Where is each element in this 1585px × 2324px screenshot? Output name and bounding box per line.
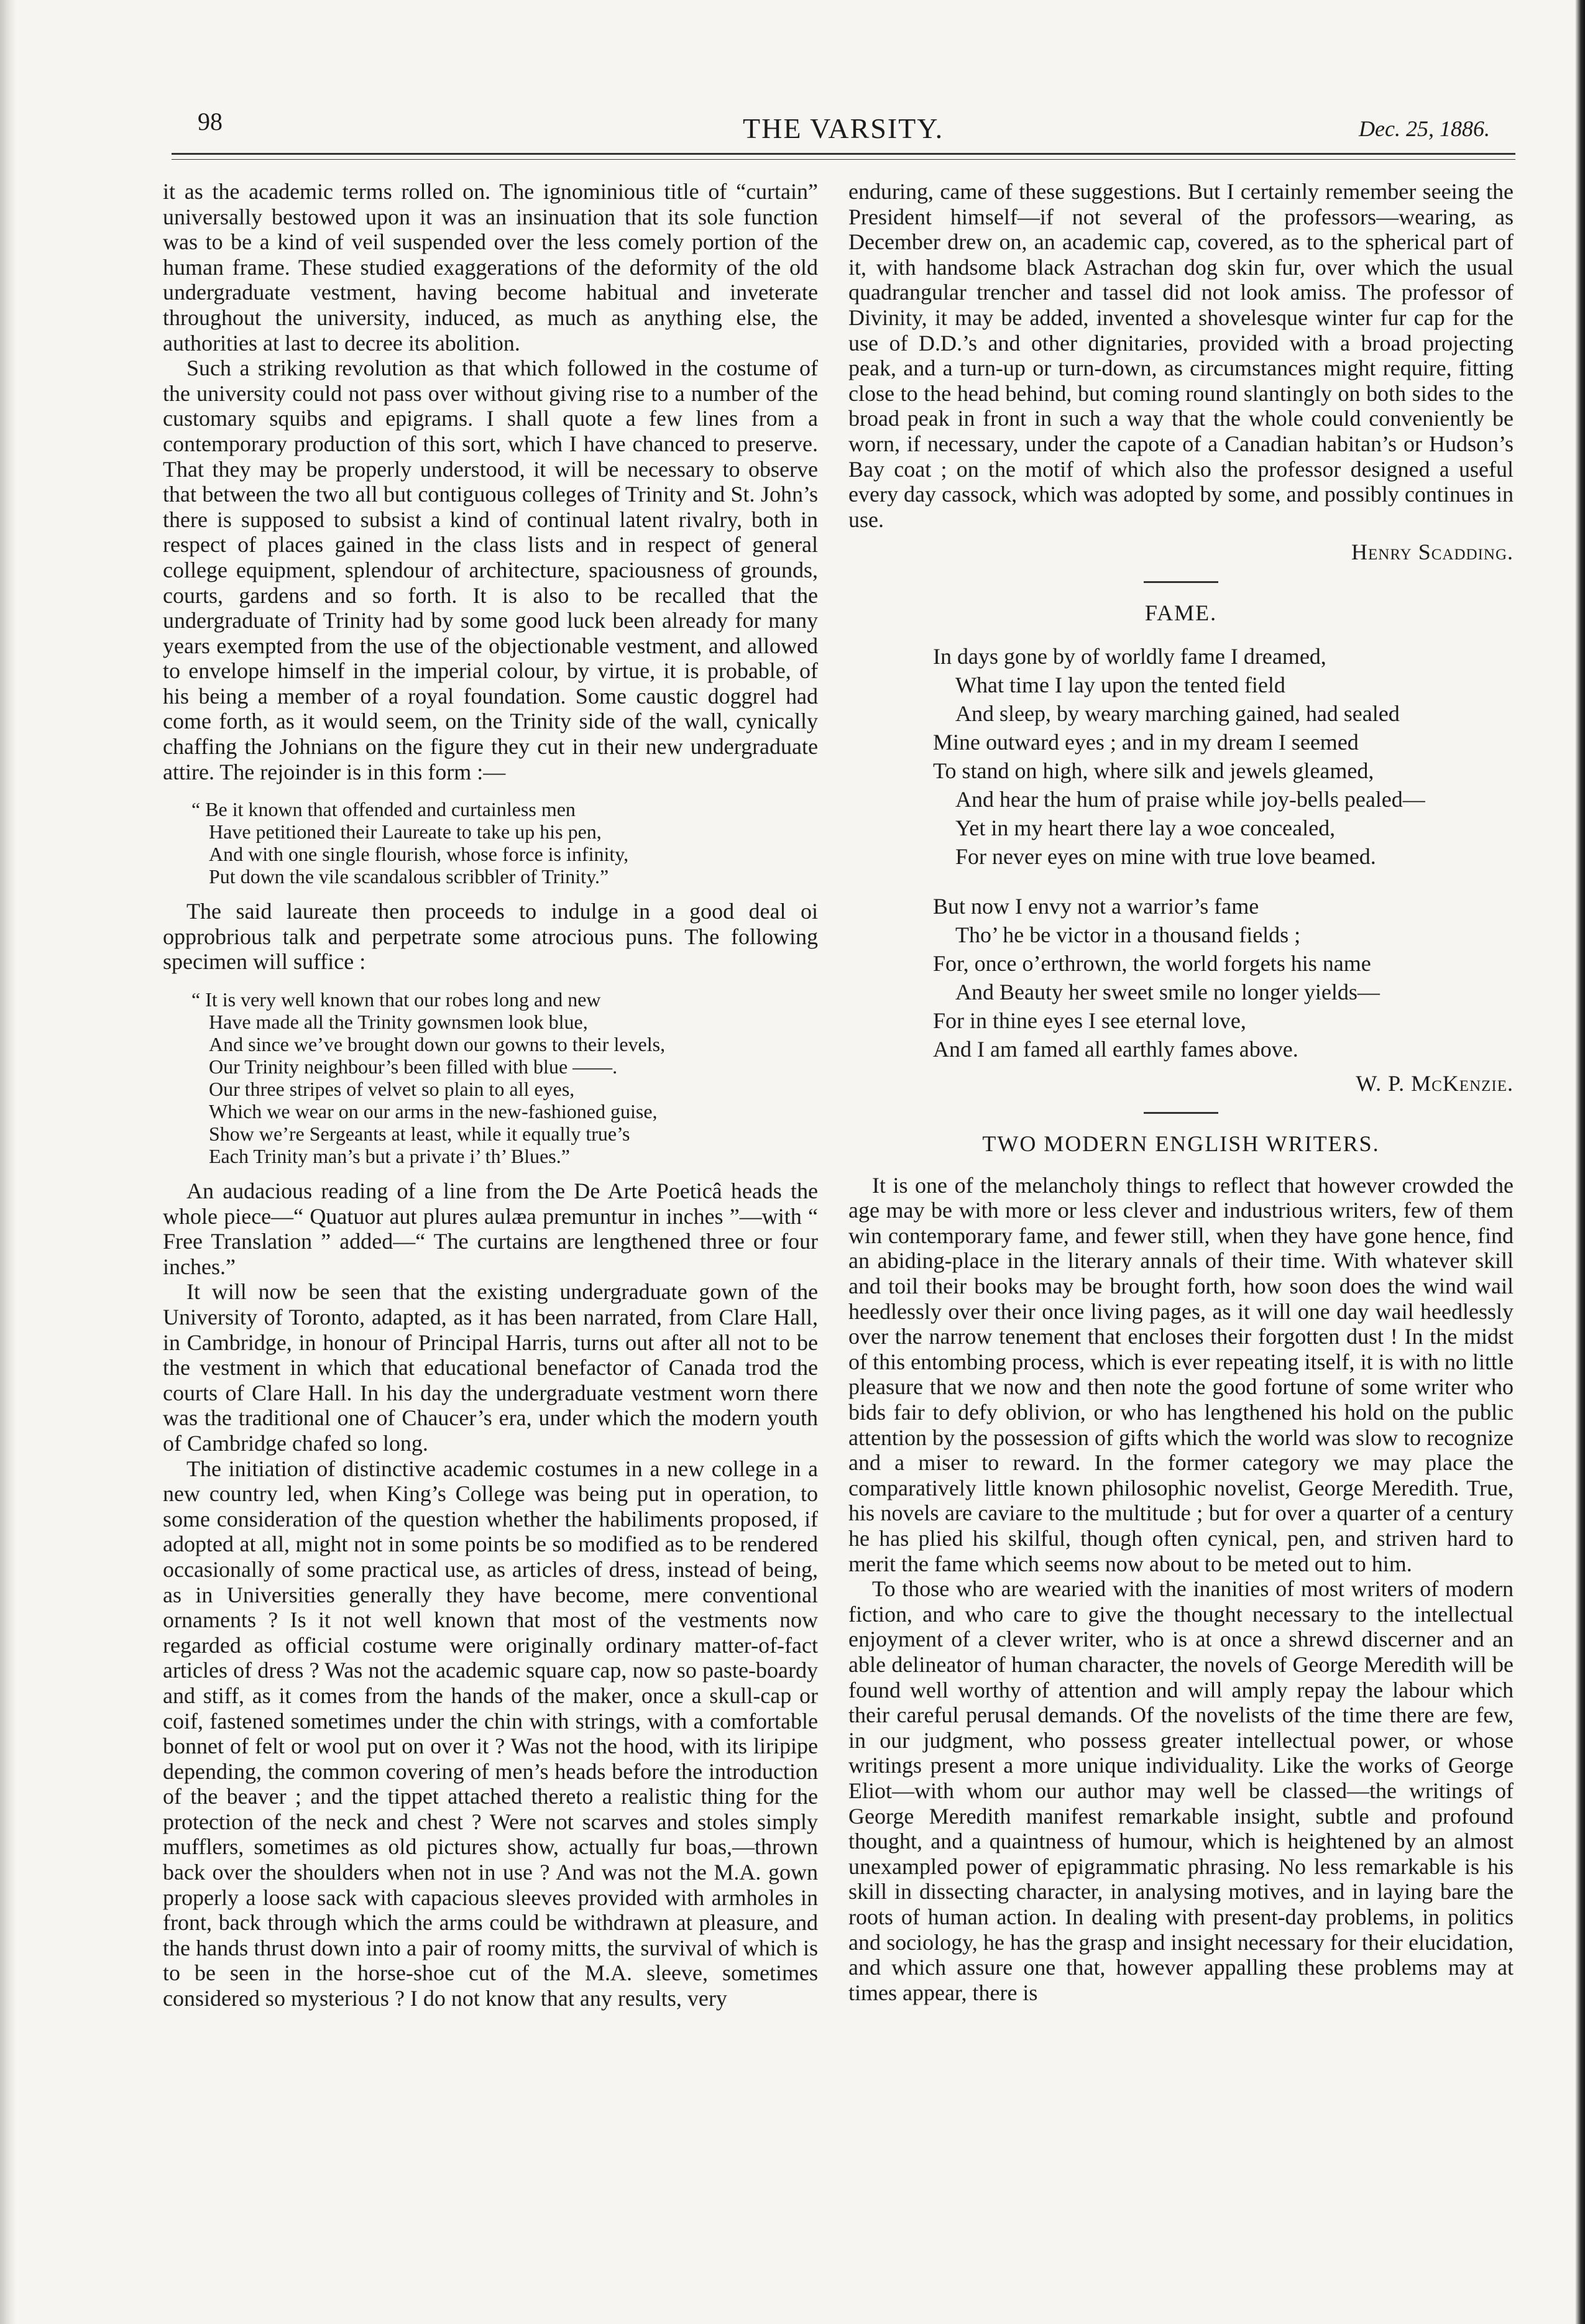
poet-signature: W. P. McKenzie. — [1356, 1070, 1514, 1096]
verse-line: Our three stripes of velvet so plain to all eyes, — [209, 1078, 575, 1101]
verse-line: Have made all the Trinity gownsmen look blue, — [209, 1011, 588, 1034]
page-left-edge-shadow — [0, 0, 16, 2324]
paragraph: enduring, came of these suggestions. But I certainly remember seeing the President himself—if not several of the professors—wearing, as December drew on, an academic cap, covered, as to the spherical part of it, with handsome black Astrachan dog skin fur, over which the usual quadrangular trencher and tassel did not look amiss. The professor of Divinity, it may be added, invented a shovelesque winter fur cap for the use of D.D.’s and other dignitaries, provided with a broad projecting peak, and a turn-up or turn-down, as circumstances might require, fitting close to the head behind, but coming round slantingly on both sides to the broad peak in front in such a way that the whole could conveniently be worn, if necessary, under the capote of a Canadian habitan’s or Hudson’s Bay coat ; on the motif of which also the professor designed a useful every day cassock, which was adopted by some, and possibly continues in use. — [848, 179, 1514, 532]
verse-line: Put down the vile scandalous scribbler of Trinity.” — [209, 865, 609, 888]
poem-line: For in thine eyes I see eternal love, — [933, 1008, 1246, 1033]
page-right-edge-shadow — [1575, 0, 1585, 2324]
rejoinder-verse — [191, 988, 818, 1167]
paragraph: It will now be seen that the existing undergraduate gown of the University of Toronto, adapted, as it has been narrated, from Clare Hall, in Cambridge, in honour of Principal Harris, turns out after all not to be the vestment in which that educational benefactor of Canada trod the courts of Clare Hall. In his day the undergraduate vestment worn there was the traditional one of Chaucer’s era, under which the modern youth of Cambridge chafed so long. — [163, 1279, 818, 1456]
poem-line: Mine outward eyes ; and in my dream I seemed — [933, 729, 1359, 755]
poem-line: Yet in my heart there lay a woe concealed, — [955, 815, 1336, 840]
masthead-title: THE VARSITY. — [743, 113, 944, 144]
verse-line: Which we wear on our arms in the new-fashioned guise, — [209, 1100, 658, 1123]
header-rule-thin — [172, 159, 1515, 160]
verse-line: Each Trinity man’s but a private i’ th’ Blues.” — [209, 1145, 570, 1168]
poem-line: But now I envy not a warrior’s fame — [933, 893, 1259, 919]
verse-line: “ Be it known that offended and curtainless men — [191, 798, 576, 821]
verse-line: “ It is very well known that our robes long and new — [191, 988, 601, 1011]
paragraph: The initiation of distinctive academic costumes in a new college in a new country led, when King’s College was being put in operation, to some consideration of the question whether the habiliments proposed, if adopted at all, might not in some points be so modified as to be rendered occasionally of some practical use, as articles of dress, instead of being, as in Universities generally they have become, mere conventional ornaments ? Is it not well known that most of the vestments now regarded as official costume were originally ordinary matter-of-fact articles of dress ? Was not the academic square cap, now so paste-boardy and stiff, as it comes from the hands of the maker, once a skull-cap or coif, fastened sometimes under the chin with strings, with a comfortable bonnet of felt or wool put on over it ? Was not the hood, with its liripipe depending, the common covering of men’s heads before the introduction of the beaver ; and the tippet attached thereto a realistic thing for the protection of the neck and chest ? Were not scarves and stoles simply mufflers, sometimes as old pictures show, actually fur boas,—thrown back over the shoulders when not in use ? And was not the M.A. gown properly a loose sack with capacious sleeves provided with armholes in front, back through which the arms could be withdrawn at pleasure, and the hands thrust down into a pair of roomy mitts, the survival of which is to be seen in the horse-shoe cut of the M.A. sleeve, sometimes considered so mysterious ? I do not know that any results, very — [163, 1456, 818, 2011]
poem-fame — [933, 642, 1514, 1063]
header-rule — [172, 153, 1515, 155]
epigram-verse — [191, 798, 818, 888]
poem-line: To stand on high, where silk and jewels gleamed, — [933, 758, 1374, 783]
paragraph: The said laureate then proceeds to indulge in a good deal oi opprobrious talk and perpetrate some atrocious puns. The following specimen will suffice : — [163, 899, 818, 975]
poem-title: FAME. — [1144, 600, 1218, 625]
poem-line: For never eyes on mine with true love beamed. — [955, 843, 1376, 869]
section-divider — [1144, 1112, 1218, 1114]
poem-line: And Beauty her sweet smile no longer yields— — [955, 979, 1380, 1004]
poem-line: And sleep, by weary marching gained, had sealed — [955, 700, 1400, 726]
verse-line: Have petitioned their Laureate to take up his pen, — [209, 820, 602, 843]
section-divider — [1144, 581, 1218, 583]
left-column — [163, 179, 818, 2011]
issue-date: Dec. 25, 1886. — [1359, 116, 1490, 141]
paragraph: it as the academic terms rolled on. The ignominious title of “curtain” universally bestowed upon it was an insinuation that its sole function was to be a kind of veil suspended over the less comely portion of the human frame. These studied exaggerations of the deformity of the old undergraduate vestment, having become habitual and inveterate throughout the university, induced, as much as anything else, the authorities at last to decree its abolition. — [163, 179, 818, 356]
verse-line: Show we’re Sergeants at least, while it equally true’s — [209, 1123, 630, 1146]
paragraph: An audacious reading of a line from the De Arte Poeticâ heads the whole piece—“ Quatuor aut plures aulæa premuntur in inches ”—with “ Free Translation ” added—“ The curtains are lengthened three or four inches.” — [163, 1178, 818, 1279]
poem-line: In days gone by of worldly fame I dreamed, — [933, 643, 1326, 669]
paragraph: To those who are wearied with the inanities of most writers of modern fiction, and who care to give the thought necessary to the intellectual enjoyment of a clever writer, who is at once a shrewd discerner and an able delineator of human character, the novels of George Meredith will be found well worthy of attention and will amply repay the labour which their careful perusal demands. Of the novelists of the time there are few, in our judgment, who possess greater intellectual power, or whose writings present a more unique individuality. Like the works of George Eliot—with whom our author may well be classed—the writings of George Meredith manifest remarkable insight, subtle and profound thought, and a quaintness of humour, which is heightened by an almost unexampled power of epigrammatic phrasing. No less remarkable is his skill in dissecting character, in analysing motives, and in laying bare the roots of human action. In dealing with present-day problems, in politics and sociology, he has the grasp and insight necessary for their elucidation, and which assure one that, however appalling these problems may at times appear, there is — [848, 1576, 1514, 2005]
paragraph: Such a striking revolution as that which followed in the costume of the university could not pass over without giving rise to a number of the customary squibs and epigrams. I shall quote a few lines from a contemporary production of this sort, which I have chanced to preserve. That they may be properly understood, it will be necessary to observe that between the two all but contiguous colleges of Trinity and St. John’s there is supposed to subsist a kind of continual latent rivalry, both in respect of places gained in the class lists and in respect of general college equipment, splendour of architecture, spaciousness of grounds, courts, gardens and so forth. It is also to be recalled that the undergraduate of Trinity had by some good luck been already for many years exempted from the use of the objectionable vestment, and allowed to envelope himself in the imperial colour, by virtue, it is probable, of his being a member of a royal foundation. Some caustic doggrel had come forth, as it would seem, on the Trinity side of the wall, cynically chaffing the Johnians on the figure they cut in their new undergraduate attire. The rejoinder is in this form :— — [163, 356, 818, 784]
poem-line: For, once o’erthrown, the world forgets his name — [933, 950, 1371, 976]
verse-line: Our Trinity neighbour’s been filled with blue ——. — [209, 1055, 618, 1078]
poem-line: And hear the hum of praise while joy-bells pealed— — [955, 786, 1425, 812]
right-column — [848, 179, 1514, 2005]
paragraph: It is one of the melancholy things to reflect that however crowded the age may be with more or less clever and industrious writers, few of them win contemporary fame, and fewer still, when they have gone hence, find an abiding-place in the literary annals of their time. With whatever skill and toil their books may be brought forth, how soon does the wind wail heedlessly over their once living pages, as it will one day wail heedlessly over the narrow tenement that encloses their forgotten dust ! In the midst of this entombing process, which is ever repeating itself, it is with no little pleasure that we now and then note the good fortune of some writer who bids fair to defy oblivion, or who has lengthened his hold on the public attention by the possession of gifts which the world was slow to recognize and a miser to reward. In the former category we may place the comparatively little known philosophic novelist, George Meredith. True, his novels are caviare to the multitude ; but for over a quarter of a century he has plied his skilful, though often cynical, pen, and striven hard to merit the fame which seems now about to be meted out to him. — [848, 1172, 1514, 1576]
verse-line: And since we’ve brought down our gowns to their levels, — [209, 1033, 666, 1056]
page-number: 98 — [198, 108, 223, 135]
poem-line: Tho’ he be victor in a thousand fields ; — [955, 922, 1301, 947]
poem-line: What time I lay upon the tented field — [955, 672, 1285, 697]
article-title: TWO MODERN ENGLISH WRITERS. — [982, 1131, 1380, 1157]
author-signature: Henry Scadding. — [1351, 540, 1514, 565]
verse-line: And with one single flourish, whose force is infinity, — [209, 843, 629, 866]
stanza-break — [933, 871, 1514, 892]
poem-line: And I am famed all earthly fames above. — [933, 1036, 1298, 1062]
